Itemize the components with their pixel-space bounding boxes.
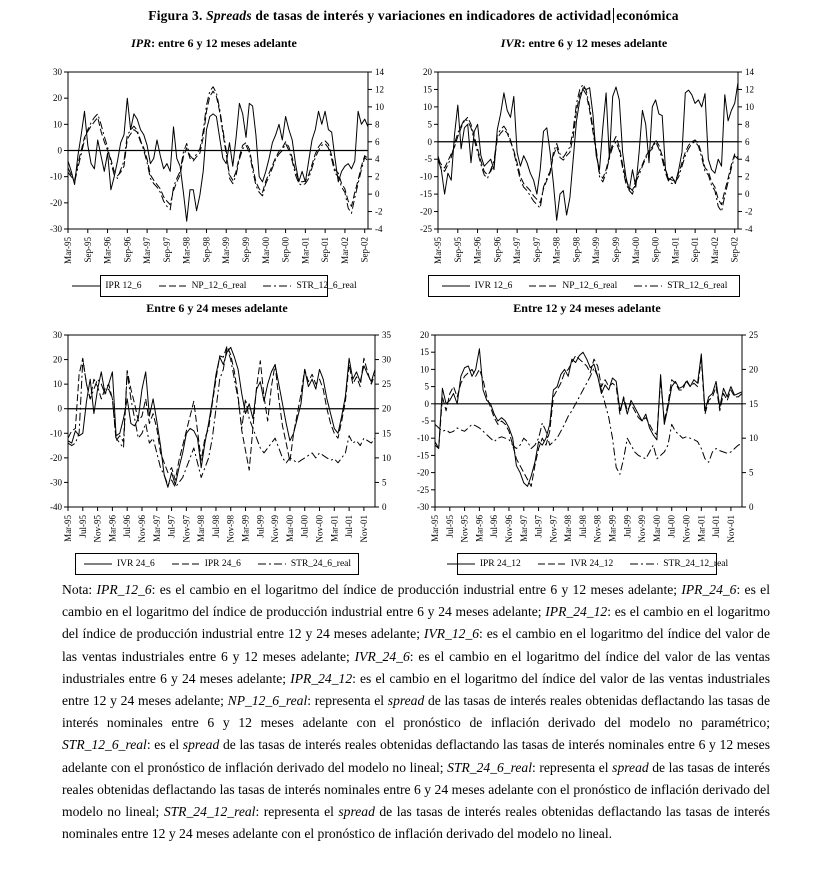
right-axis-tick-label: 12 [375, 84, 384, 95]
legend-label: STR_24_6_real [290, 559, 352, 569]
text-run: de las tasas de interés reales obtenidas deflactando las tasas de interés nominales entre 6 y 24 meses adelante con el pronóstico de inflación derivado del modelo no lineal; [62, 759, 770, 820]
legend-line-sample-icon [446, 560, 476, 568]
x-axis-tick-label: Sep-01 [320, 237, 331, 263]
right-axis-tick-label: 25 [382, 379, 391, 390]
x-axis-tick-label: Mar-00 [284, 515, 295, 542]
right-axis-tick-label: 6 [375, 136, 380, 147]
right-axis-tick-label: 2 [375, 171, 380, 182]
right-axis-tick-label: 12 [745, 84, 754, 95]
x-axis-tick-label: Mar-02 [709, 237, 720, 264]
x-axis-tick-label: Mar-97 [142, 237, 153, 264]
text-run: de las tasas de interés reales obtenidas deflactando las tasas de interés nominales entre 12 y 24 meses adelante con el pronóstico de inflación derivado del modelo no lineal. [62, 804, 770, 842]
x-axis-tick-label: Sep-97 [161, 237, 172, 263]
left-axis-tick-label: 15 [420, 347, 429, 358]
series-np-12-6-real [438, 89, 738, 204]
x-axis-tick-label: Nov-95 [92, 515, 103, 543]
left-axis-tick-label: 0 [57, 145, 62, 156]
x-axis-tick-label: Mar-99 [221, 237, 232, 264]
left-axis-tick-label: 20 [53, 354, 62, 365]
right-axis-tick-label: 5 [749, 467, 754, 478]
x-axis-tick-label: Jul-98 [577, 515, 588, 538]
chart-entre-12-24 [398, 301, 776, 575]
x-axis-tick-label: Mar-01 [670, 237, 681, 264]
chart-legend-entre-6-24 [75, 553, 359, 575]
text-cursor [613, 8, 614, 23]
text-run: IPR_24_12 [290, 670, 353, 686]
legend-label: STR_12_6_real [667, 281, 728, 291]
x-axis-tick-label: Nov-98 [592, 515, 603, 543]
legend-item-ipr-24-12 [446, 559, 521, 569]
text-run: spread [338, 804, 375, 820]
x-axis-tick-label: Nov-97 [181, 515, 192, 543]
right-axis-tick-label: 0 [749, 502, 754, 512]
text-run: IPR_12_6 [96, 582, 152, 597]
legend-line-sample-icon [537, 560, 567, 568]
legend-label: NP_12_6_real [191, 281, 247, 291]
text-run: Nota: [62, 582, 97, 597]
text-run: STR_24_12_real [163, 804, 256, 820]
left-axis-tick-label: 10 [53, 119, 62, 130]
x-axis-tick-label: Sep-99 [241, 237, 252, 263]
legend-item-str-24-6-real [257, 559, 351, 569]
left-axis-tick-label: 30 [53, 330, 62, 340]
text-run: de las tasas de interés reales obtenidas deflactando las tasas de interés nominales entre 6 y 12 meses adelante con el pronóstico de inflación derivado del modelo no lineal; [62, 737, 771, 775]
legend-item-ipr-24-6 [171, 559, 241, 569]
left-axis-tick-label: -20 [50, 197, 62, 208]
chart-legend-ivr-12-6 [428, 275, 740, 297]
left-axis-tick-label: 15 [423, 84, 432, 95]
x-axis-tick-label: Sep-98 [201, 237, 212, 263]
x-axis-tick-label: Nov-96 [503, 515, 514, 543]
left-axis-tick-label: -15 [420, 189, 432, 200]
legend-line-sample-icon [441, 282, 471, 290]
x-axis-tick-label: Mar-96 [472, 237, 483, 264]
text-run: de tasas de interés y variaciones en indicadores de actividad [251, 8, 612, 23]
legend-item-str-24-12-real [629, 559, 728, 569]
x-axis-tick-label: Mar-95 [430, 515, 440, 542]
left-axis-tick-label: 30 [53, 67, 62, 77]
text-run: IPR_24_12 [545, 604, 608, 620]
right-axis-tick-label: 20 [382, 403, 391, 414]
x-axis-tick-label: Jul-95 [77, 515, 88, 538]
plot-border [435, 335, 742, 507]
x-axis-tick-label: Nov-99 [637, 515, 648, 543]
right-axis-tick-label: 10 [745, 101, 754, 112]
legend-line-sample-icon [83, 560, 113, 568]
right-axis-tick-label: 10 [375, 101, 384, 112]
plot-border [438, 72, 738, 229]
right-axis-tick-label: 4 [375, 154, 380, 165]
chart-title-ipr-12-6 [28, 36, 400, 54]
text-run: : es el cambio en el logaritmo del índice del valor de las ventas industriales entre 6 y 12 meses adelante; [62, 626, 770, 664]
left-axis-tick-label: 5 [427, 119, 432, 130]
left-axis-tick-label: -30 [417, 502, 429, 512]
chart-legend-ipr-12-6 [100, 275, 357, 297]
text-run: IVR [500, 36, 522, 50]
x-axis-tick-label: Jul-97 [533, 515, 544, 538]
right-axis-tick-label: 30 [382, 354, 391, 365]
text-run: spread [612, 759, 649, 775]
figure-title [0, 8, 827, 24]
x-axis-tick-label: Sep-02 [729, 237, 740, 263]
right-axis-tick-label: -2 [375, 206, 383, 217]
x-axis-tick-label: Mar-00 [651, 515, 662, 542]
legend-label: IPR 12_6 [105, 281, 142, 291]
x-axis-tick-label: Sep-00 [280, 237, 291, 263]
legend-item-np-12-6-real [158, 281, 247, 291]
text-run: : es el cambio en el logaritmo del índice de producción industrial entre 12 y 24 meses adelante; [62, 604, 770, 642]
x-axis-tick-label: Mar-98 [551, 237, 562, 264]
left-axis-tick-label: 10 [420, 364, 429, 375]
left-axis-tick-label: -10 [420, 171, 432, 182]
left-axis-tick-label: -20 [50, 452, 62, 463]
right-axis-tick-label: 4 [745, 154, 750, 165]
right-axis-tick-label: -4 [375, 224, 383, 234]
text-run: NP_12_6_real [227, 693, 308, 709]
x-axis-tick-label: Sep-00 [650, 237, 661, 263]
x-axis-tick-label: Mar-95 [63, 515, 73, 542]
left-axis-tick-label: 0 [57, 403, 62, 414]
legend-item-str-12-6-real [633, 281, 727, 291]
legend-line-sample-icon [71, 282, 101, 290]
legend-label: IPR 24_12 [479, 559, 521, 569]
x-axis-tick-label: Nov-96 [136, 515, 147, 543]
series-str-24-12-real [435, 368, 742, 474]
legend-label: IVR 24_6 [116, 559, 155, 569]
right-axis-tick-label: 15 [749, 398, 758, 409]
right-axis-tick-label: 14 [375, 67, 384, 77]
legend-item-str-12-6-real [262, 281, 356, 291]
x-axis-tick-label: Jul-99 [255, 515, 266, 538]
right-axis-tick-label: 10 [382, 452, 391, 463]
x-axis-tick-label: Mar-02 [339, 237, 350, 264]
left-axis-tick-label: -10 [417, 433, 429, 444]
text-run: STR_12_6_real [62, 737, 147, 753]
x-axis-tick-label: Jul-98 [210, 515, 221, 538]
text-run: : es el [146, 737, 183, 753]
legend-label: IPR 24_6 [204, 559, 241, 569]
right-axis-tick-label: 0 [375, 189, 380, 200]
chart-plot-entre-12-24 [398, 325, 776, 551]
chart-ivr-12-6 [398, 36, 770, 297]
chart-plot-ivr-12-6 [398, 60, 770, 273]
left-axis-tick-label: 0 [424, 398, 429, 409]
x-axis-tick-label: Mar-00 [260, 236, 271, 264]
text-run: económica [616, 8, 679, 23]
text-run: Spreads [206, 8, 252, 23]
left-axis-tick-label: 0 [427, 136, 432, 147]
chart-ipr-12-6 [28, 36, 400, 297]
text-run: spread [182, 737, 220, 753]
legend-item-ivr-24-12 [537, 559, 614, 569]
text-run: IVR_24_6 [354, 648, 410, 664]
left-axis-tick-label: -10 [50, 171, 62, 182]
text-run: : es el cambio en el logaritmo del índice de producción industrial entre 6 y 12 meses adelante; [151, 582, 682, 597]
x-axis-tick-label: Jul-97 [166, 515, 177, 538]
x-axis-tick-label: Nov-01 [725, 515, 736, 543]
left-axis-tick-label: -5 [421, 416, 429, 426]
legend-label: IVR 12_6 [474, 281, 513, 291]
legend-item-ivr-12-6 [441, 281, 513, 291]
x-axis-tick-label: Sep-97 [531, 237, 542, 263]
legend-line-sample-icon [257, 560, 287, 568]
x-axis-tick-label: Jul-00 [666, 515, 677, 538]
left-axis-tick-label: 20 [53, 93, 62, 104]
x-axis-tick-label: Mar-99 [591, 237, 602, 264]
right-axis-tick-label: 5 [382, 477, 387, 488]
left-axis-tick-label: -25 [420, 224, 432, 234]
text-run: : representa el [307, 693, 388, 709]
text-run: : entre 6 y 12 meses adelante [521, 36, 668, 50]
right-axis-tick-label: 0 [745, 189, 750, 200]
text-run: STR_24_6_real [447, 759, 532, 775]
x-axis-tick-label: Jul-95 [444, 515, 455, 538]
text-run: Entre 6 y 24 meses adelante [146, 301, 288, 315]
text-run: : es el cambio en el logaritmo del índice del valor de las ventas industriales entre 12 y 24 meses adelante; [62, 670, 770, 709]
text-run: spread [387, 693, 425, 709]
x-axis-tick-label: Mar-99 [607, 515, 618, 542]
right-axis-tick-label: 2 [745, 171, 750, 182]
text-run: Entre 12 y 24 meses adelante [513, 301, 661, 315]
x-axis-tick-label: Sep-01 [690, 237, 701, 263]
legend-item-ipr-12-6 [71, 281, 141, 291]
legend-line-sample-icon [633, 282, 663, 290]
x-axis-tick-label: Mar-99 [240, 515, 251, 542]
chart-title-ivr-12-6 [398, 36, 770, 54]
x-axis-tick-label: Nov-00 [681, 515, 692, 543]
x-axis-tick-label: Mar-96 [474, 515, 485, 542]
chart-title-entre-12-24 [398, 301, 776, 319]
x-axis-tick-label: Sep-98 [571, 237, 582, 263]
text-run: IVR_12_6 [423, 626, 480, 642]
left-axis-tick-label: 20 [423, 67, 432, 77]
legend-item-ivr-24-6 [83, 559, 155, 569]
chart-plot-entre-6-24 [28, 325, 406, 551]
x-axis-tick-label: Mar-95 [433, 237, 443, 264]
x-axis-tick-label: Mar-01 [329, 515, 340, 542]
right-axis-tick-label: 20 [749, 364, 758, 375]
right-axis-tick-label: 0 [382, 502, 387, 512]
x-axis-tick-label: Nov-99 [270, 515, 281, 543]
x-axis-tick-label: Mar-01 [696, 515, 707, 542]
x-axis-tick-label: Sep-02 [359, 237, 370, 263]
text-run: : es el cambio en el logaritmo del índice de producción industrial entre 6 y 24 meses adelante; [62, 582, 770, 620]
legend-line-sample-icon [262, 282, 292, 290]
legend-label: NP_12_6_real [562, 281, 618, 291]
legend-line-sample-icon [171, 560, 201, 568]
x-axis-tick-label: Mar-01 [300, 237, 311, 264]
legend-label: IVR 24_12 [570, 559, 614, 569]
series-ipr-24-6 [68, 346, 375, 480]
x-axis-tick-label: Sep-99 [611, 237, 622, 263]
x-axis-tick-label: Mar-97 [518, 515, 529, 542]
chart-title-entre-6-24 [28, 301, 406, 319]
left-axis-tick-label: -15 [417, 450, 429, 461]
right-axis-tick-label: 8 [375, 119, 380, 130]
x-axis-tick-label: Mar-00 [630, 236, 641, 264]
left-axis-tick-label: -5 [424, 154, 432, 165]
x-axis-tick-label: Jul-99 [622, 515, 633, 538]
left-axis-tick-label: -10 [50, 428, 62, 439]
x-axis-tick-label: Jul-01 [711, 515, 722, 538]
x-axis-tick-label: Mar-98 [181, 237, 192, 264]
legend-label: STR_12_6_real [296, 281, 357, 291]
text-run: de las tasas de interés reales obtenidas deflactando las tasas de interés nominales entre 6 y 12 meses adelante con el pronóstico de inflación derivado del modelo no paramétrico; [62, 693, 771, 731]
right-axis-tick-label: 35 [382, 330, 391, 340]
text-run: : entre 6 y 12 meses adelante [151, 36, 297, 50]
left-axis-tick-label: 20 [420, 330, 429, 340]
left-axis-tick-label: -40 [50, 502, 62, 512]
x-axis-tick-label: Mar-98 [196, 515, 207, 542]
chart-plot-ipr-12-6 [28, 60, 400, 273]
series-ipr-12-6 [68, 98, 368, 221]
right-axis-tick-label: 10 [749, 433, 758, 444]
x-axis-tick-label: Sep-96 [122, 237, 133, 263]
x-axis-tick-label: Mar-97 [151, 515, 162, 542]
x-axis-tick-label: Sep-95 [82, 237, 93, 263]
left-axis-tick-label: 10 [423, 101, 432, 112]
left-axis-tick-label: -20 [420, 206, 432, 217]
legend-line-sample-icon [629, 560, 659, 568]
left-axis-tick-label: -25 [417, 484, 429, 495]
legend-line-sample-icon [158, 282, 188, 290]
figure-note [62, 579, 770, 845]
legend-label: STR_24_12_real [663, 559, 729, 569]
chart-entre-6-24 [28, 301, 406, 575]
x-axis-tick-label: Nov-01 [358, 515, 369, 543]
right-axis-tick-label: 8 [745, 119, 750, 130]
x-axis-tick-label: Nov-95 [459, 515, 470, 543]
x-axis-tick-label: Mar-95 [63, 237, 73, 264]
x-axis-tick-label: Mar-97 [512, 237, 523, 264]
x-axis-tick-label: Mar-96 [107, 515, 118, 542]
x-axis-tick-label: Jul-96 [122, 515, 133, 538]
x-axis-tick-label: Mar-96 [102, 237, 113, 264]
right-axis-tick-label: 14 [745, 67, 754, 77]
text-run: Figura 3. [148, 8, 207, 23]
series-ivr-24-12 [435, 356, 742, 487]
x-axis-tick-label: Nov-00 [314, 515, 325, 543]
left-axis-tick-label: -30 [50, 224, 62, 234]
x-axis-tick-label: Jul-00 [299, 515, 310, 538]
x-axis-tick-label: Sep-96 [492, 237, 503, 263]
right-axis-tick-label: -2 [745, 206, 753, 217]
x-axis-tick-label: Jul-01 [344, 515, 355, 538]
series-np-12-6-real [68, 91, 368, 206]
text-run: : representa el [531, 759, 613, 775]
text-run: IPR_24_6 [681, 582, 737, 597]
x-axis-tick-label: Nov-98 [225, 515, 236, 543]
text-run: IPR [131, 36, 152, 50]
right-axis-tick-label: -4 [745, 224, 753, 234]
x-axis-tick-label: Nov-97 [548, 515, 559, 543]
right-axis-tick-label: 15 [382, 428, 391, 439]
x-axis-tick-label: Jul-96 [489, 515, 500, 538]
left-axis-tick-label: -30 [50, 477, 62, 488]
x-axis-tick-label: Mar-98 [563, 515, 574, 542]
right-axis-tick-label: 6 [745, 136, 750, 147]
left-axis-tick-label: -20 [417, 467, 429, 478]
right-axis-tick-label: 25 [749, 330, 758, 340]
left-axis-tick-label: 10 [53, 379, 62, 390]
left-axis-tick-label: 5 [424, 381, 429, 392]
text-run: : representa el [255, 804, 339, 820]
legend-item-np-12-6-real [528, 281, 617, 291]
x-axis-tick-label: Sep-95 [452, 237, 463, 263]
legend-line-sample-icon [528, 282, 558, 290]
text-run: : es el cambio en el logaritmo del índice del valor de las ventas industriales entre 6 y 24 meses adelante; [62, 648, 770, 686]
chart-legend-entre-12-24 [457, 553, 729, 575]
